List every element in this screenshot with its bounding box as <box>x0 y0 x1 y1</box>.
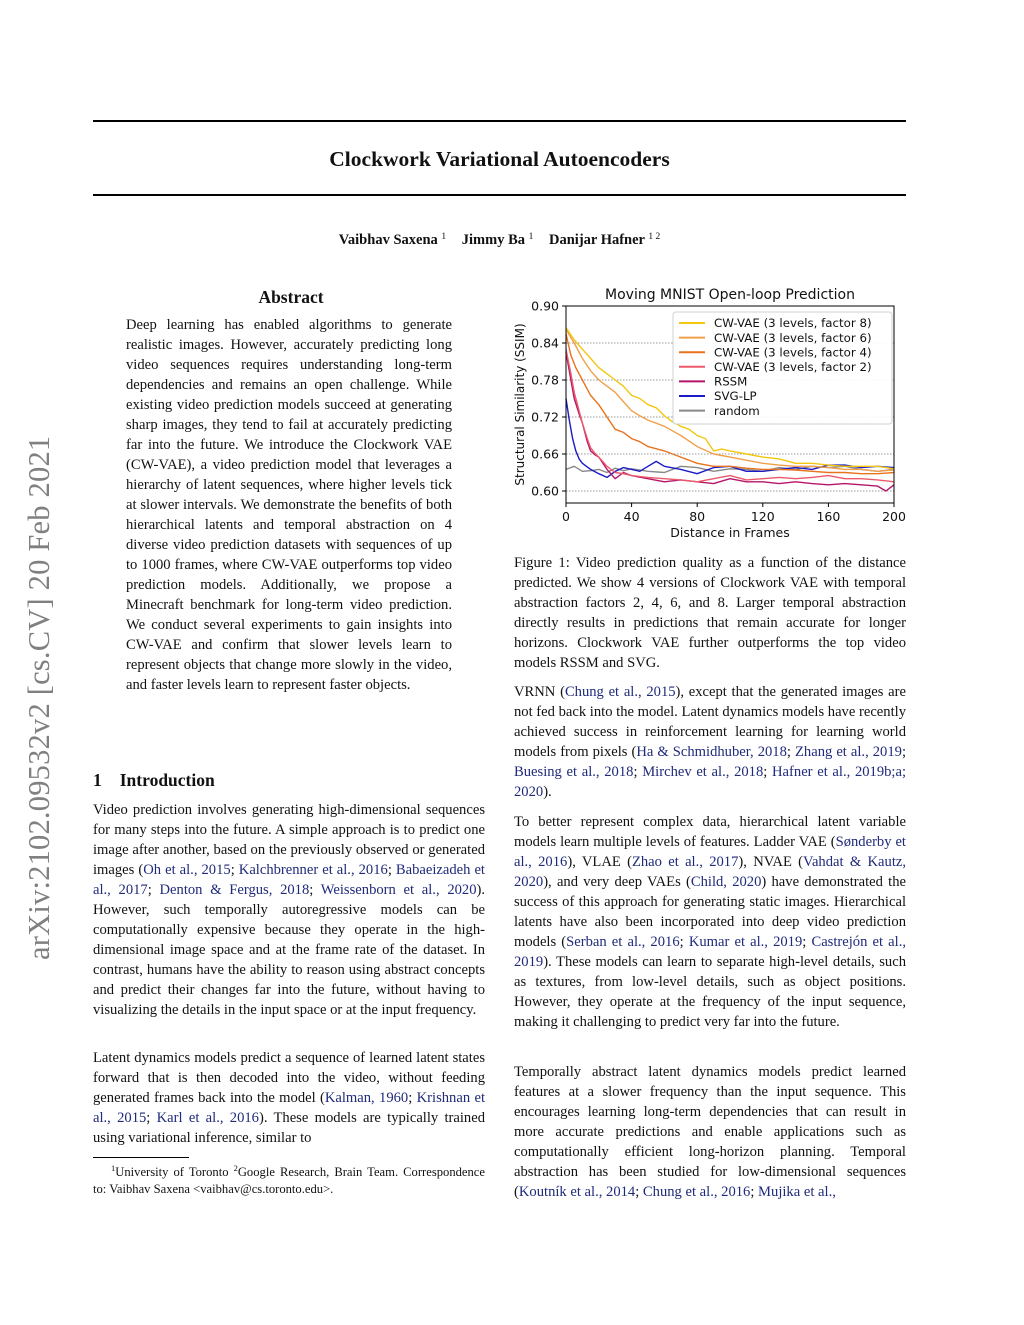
paragraph-text: ; <box>679 934 689 950</box>
ssim-line-chart <box>500 280 920 545</box>
legend-label: SVG-LP <box>714 389 757 404</box>
author <box>462 232 534 248</box>
right-paragraph-1 <box>514 682 906 802</box>
x-tick-label: 200 <box>882 509 906 524</box>
paragraph-text: ; <box>309 882 321 898</box>
citation-link[interactable]: Sønderby et al., 2016 <box>514 834 906 870</box>
author-affiliation-mark: 1 <box>441 232 447 242</box>
citation-link[interactable]: Kalman, 1960 <box>324 1090 409 1106</box>
arxiv-stamp[interactable]: arXiv:2102.09532v2 [cs.CV] 20 Feb 2021 <box>22 435 56 960</box>
paragraph-text: ), except that the generated images are not fed back into the model. Latent dynamics models have recently achieved success in reinforcement learning for learning world models from pixels ( <box>514 684 906 760</box>
citation-link[interactable]: Kalchbrenner et al., 2016 <box>238 862 388 878</box>
citation-link[interactable]: Weissenborn et al., 2020 <box>320 882 477 898</box>
citation-link[interactable]: Serban et al., 2016 <box>566 934 680 950</box>
paragraph-text: ; <box>786 744 795 760</box>
intro-paragraph-2 <box>93 1048 485 1148</box>
author-list <box>93 232 906 249</box>
paragraph-text: Latent dynamics models predict a sequence of learned latent states forward that is then decoded into the video, without feeding generated frames back into the model ( <box>93 1050 485 1106</box>
citation-link[interactable]: Kumar et al., 2019 <box>688 934 803 950</box>
legend-label: random <box>714 403 760 418</box>
y-tick-label: 0.66 <box>531 446 559 462</box>
citation-link[interactable]: Babaeizadeh et al., 2017 <box>93 862 485 898</box>
paragraph-text: ; <box>387 862 396 878</box>
y-tick-label: 0.60 <box>531 483 559 499</box>
paragraph-text: ), NVAE ( <box>738 854 804 870</box>
paragraph-text: To better represent complex data, hierarchical latent variable models learn multiple levels of features. Ladder VAE ( <box>514 814 906 850</box>
citation-link[interactable]: Zhao et al., 2017 <box>631 854 739 870</box>
paragraph-text: ; <box>802 934 812 950</box>
intro-paragraph-1 <box>93 800 485 1020</box>
paragraph-text: Temporally abstract latent dynamics models predict learned features at a slower frequency than the input sequence. This encourages learning long-term dependencies that can result in more accurate predictions and enable applications such as computationally efficient long-horizon planning. Temporal abstraction has been studied for low-dimensional sequences ( <box>514 1064 906 1200</box>
abstract-text: Deep learning has enabled algorithms to generate realistic images. However, accurately predicting long video sequences requires understanding long-term dependencies and remains an open challenge. While existing video prediction models succeed at generating sharp images, they tend to fail at accurately predicting far into the future. We introduce the Clockwork VAE (CW-VAE), a video prediction model that leverages a hierarchy of latent sequences, where higher levels tick at slower intervals. We demonstrate the benefits of both hierarchical latents and temporal abstraction on 4 diverse video prediction datasets with sequences of up to 1000 frames, where CW-VAE outperforms top video prediction models. Additionally, we propose a Minecraft benchmark for long-term video prediction. We conduct several experiments to gain insights into CW-VAE and confirm that slower levels learn to represent objects that change more slowly in the video, and faster levels learn to represent faster objects. <box>126 317 452 693</box>
footnote-rule <box>93 1157 189 1158</box>
paragraph-text: ; <box>635 1184 643 1200</box>
citation-link[interactable]: Buesing et al., 2018 <box>514 764 634 780</box>
citation-link[interactable]: Karl et al., 2016 <box>156 1110 259 1126</box>
right-paragraph-2 <box>514 812 906 1032</box>
paragraph-text: ; <box>750 1184 759 1200</box>
citation-link[interactable]: Krishnan et al., 2015 <box>93 1090 485 1126</box>
legend-label: CW-VAE (3 levels, factor 2) <box>714 360 872 374</box>
paragraph-text: ). These models are typically trained using variational inference, similar to <box>93 1110 486 1146</box>
y-tick-label: 0.84 <box>531 335 559 351</box>
paragraph-text: ; <box>633 764 643 780</box>
paragraph-text: ; <box>763 764 773 780</box>
paragraph-text: ), VLAE ( <box>567 854 632 870</box>
citation-link[interactable]: Zhang et al., 2019 <box>795 744 902 760</box>
citation-link[interactable]: Vahdat & Kautz, 2020 <box>514 854 907 890</box>
x-tick-label: 80 <box>689 509 706 524</box>
citation-link[interactable]: Mujika et al., <box>758 1184 836 1200</box>
paragraph-text: ; <box>146 1110 157 1126</box>
right-paragraph-3 <box>514 1062 906 1202</box>
legend-label: RSSM <box>714 374 748 389</box>
x-tick-label: 40 <box>623 509 640 524</box>
citation-link[interactable]: Hafner et al., 2019b;a; 2020 <box>514 764 907 800</box>
paragraph-text: Video prediction involves generating high-dimensional sequences for many steps into the future. A simple approach is to predict one image after another, based on the previously observed or generated images ( <box>93 802 485 878</box>
title-rule-bottom <box>93 194 906 196</box>
author-name: Vaibhav Saxena <box>338 232 438 248</box>
legend-label: CW-VAE (3 levels, factor 6) <box>714 330 872 345</box>
y-axis-label: Structural Similarity (SSIM) <box>513 323 527 486</box>
footnote-mark: 1 <box>111 1163 116 1173</box>
paragraph-text: ). <box>543 784 552 800</box>
paragraph-text: ; <box>230 862 239 878</box>
x-tick-label: 160 <box>816 509 841 524</box>
paragraph-text: ), and very deep VAEs ( <box>543 874 691 890</box>
author-affiliation-mark: 1 2 <box>648 232 661 242</box>
paragraph-text: ). However, such temporally autoregressive models can be computationally expensive because they operate in the high-dimensional image space and at the frame rate of the dataset. In contrast, humans have the ability to reason using abstract concepts and predict their changes far into the future, without having to visualizing the details in the input space or at the input frequency. <box>93 882 486 1018</box>
x-axis-label: Distance in Frames <box>670 525 790 540</box>
paragraph-text: ; <box>408 1090 417 1106</box>
y-tick-label: 0.72 <box>531 409 559 425</box>
citation-link[interactable]: Denton & Fergus, 2018 <box>159 882 310 898</box>
y-tick-label: 0.78 <box>531 372 559 388</box>
author-name: Danijar Hafner <box>549 232 645 248</box>
figure-1-caption: Figure 1: Video prediction quality as a function of the distance predicted. We show 4 versions of Clockwork VAE with temporal abstraction factors 2, 4, 6, and 8. Larger temporal abstraction directly results in predictions that remain accurate for longer horizons. Clockwork VAE further outperforms the top video models RSSM and SVG. <box>514 555 906 671</box>
title-rule-top <box>93 120 906 122</box>
x-tick-label: 0 <box>562 509 570 524</box>
section-title: Introduction <box>119 770 215 790</box>
paragraph-text: ). These models can learn to separate high-level details, such as textures, from low-level details, such as object positions. However, they operate at the frequency of the input sequence, making it challenging to predict very far into the future. <box>514 954 906 1030</box>
footnote-mark: 2 <box>233 1163 238 1173</box>
citation-link[interactable]: Mirchev et al., 2018 <box>642 764 764 780</box>
paper-title: Clockwork Variational Autoencoders <box>329 147 670 171</box>
footnote-affiliation-2: Google Research, Brain Team. Correspondence to: Vaibhav Saxena <vaibhav@cs.toronto.edu>. <box>93 1165 485 1197</box>
y-tick-label: 0.90 <box>531 298 559 314</box>
citation-link[interactable]: Castrejón et al., 2019 <box>514 934 907 970</box>
chart-title: Moving MNIST Open-loop Prediction <box>605 287 855 303</box>
paragraph-text: ; <box>901 744 906 760</box>
citation-link[interactable]: Child, 2020 <box>690 874 762 890</box>
citation-link[interactable]: Chung et al., 2015 <box>564 684 676 700</box>
x-tick-label: 120 <box>750 509 775 524</box>
legend-label: CW-VAE (3 levels, factor 8) <box>714 316 872 331</box>
legend-label: CW-VAE (3 levels, factor 4) <box>714 345 872 360</box>
affiliation-footnote <box>93 1160 485 1198</box>
author <box>339 232 446 248</box>
paragraph-text: ) have demonstrated the success of this approach for generating static images. Hierarchical latents have also been incorporated into deep video prediction models ( <box>514 874 907 950</box>
citation-link[interactable]: Chung et al., 2016 <box>642 1184 751 1200</box>
abstract-heading: Abstract <box>258 287 324 307</box>
citation-link[interactable]: Oh et al., 2015 <box>143 862 231 878</box>
section-heading-introduction <box>93 770 215 791</box>
citation-link[interactable]: Koutník et al., 2014 <box>518 1184 636 1200</box>
citation-link[interactable]: Ha & Schmidhuber, 2018 <box>636 744 787 760</box>
section-number: 1 <box>93 770 102 790</box>
author-name: Jimmy Ba <box>461 232 525 248</box>
figure-1-chart <box>500 280 920 545</box>
author-affiliation-mark: 1 <box>528 232 534 242</box>
author <box>549 232 660 248</box>
paragraph-text: VRNN ( <box>514 684 565 700</box>
paragraph-text: ; <box>147 882 160 898</box>
footnote-affiliation-1: University of Toronto <box>115 1165 234 1180</box>
